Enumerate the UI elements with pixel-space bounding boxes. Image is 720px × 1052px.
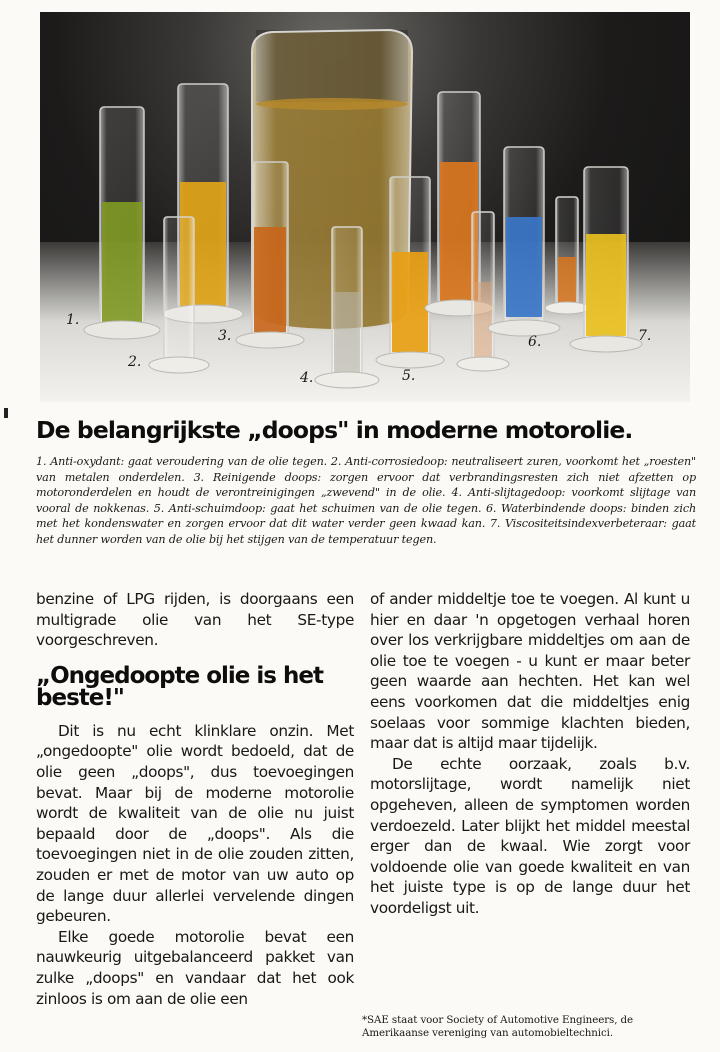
right-column — [370, 589, 690, 919]
photo-caption: 1. Anti-oxydant: gaat veroudering van de olie tegen. 2. Anti-corrosiedoop: neutraliseert zuren, voorkomt het „roesten" van metalen onderdelen. 3. Reinigende doops: zorgen ervoor dat verbrandingsresten zich niet afzetten op motoronderdelen en houdt de verontreinigingen „zwevend" in de olie. 4. Anti-slijtagedoop: voorkomt slijtage van vooral de nokkenas. 5. Anti-schuimdoop: gaat het schuimen van de olie tegen. 6. Waterbindende doops: binden zich met het kondenswater en zorgen ervoor dat dit water verder geen kwaad kan. 7. Viscositeitsindexverbeteraar: gaat het dunner worden van de olie bij het stijgen van de temperatuur tegen. — [36, 455, 696, 546]
footnote: *SAE staat voor Society of Automotive Engineers, de Amerikaanse vereniging van automobieltechnici. — [362, 1014, 634, 1039]
headline: De belangrijkste „doops" in moderne motorolie. — [36, 416, 633, 444]
cylinders-illustration — [40, 12, 690, 402]
left-paragraph-2: Dit is nu echt klinklare onzin. Met „ongedoopte" olie wordt bedoeld, dat de olie geen „doops", dus toevoegingen bevat. Maar bij de moderne motorolie wordt de kwaliteit van de olie nu juist bepaald door de „doops". Als die toevoegingen niet in de olie zouden zitten, zouden er met de motor van uw auto op de lange duur allerlei vervelende dingen gebeuren. — [36, 721, 354, 926]
margin-mark — [4, 408, 8, 418]
right-paragraph-1: of ander middeltje toe te voegen. Al kunt u hier en daar 'n opgetogen verhaal horen over los verkrijgbare middeltjes om aan de olie toe te voegen - u kunt er maar beter geen waarde aan hechten. Het kan wel eens voorkomen dat die middeltjes enig soelaas voor sommige klachten bieden, maar dat is altijd maar tijdelijk. — [370, 590, 690, 753]
left-paragraph-3: Elke goede motorolie bevat een nauwkeurig uitgebalanceerd pakket van zulke „doops" en vandaar dat het ook zinloos is om aan de olie een — [36, 927, 354, 1008]
photo-label-2: 2. — [128, 354, 142, 370]
cylinders-photo — [40, 12, 690, 402]
subheading: „Ongedoopte olie is het beste!" — [36, 662, 323, 711]
photo-label-3: 3. — [218, 328, 232, 344]
photo-label-5: 5. — [402, 368, 416, 384]
right-paragraph-2: De echte oorzaak, zoals b.v. motorslijtage, wordt namelijk niet opgeheven, alleen de symptomen worden verdoezeld. Later blijkt het middel meestal erger dan de kwaal. Wie zorgt voor voldoende olie van goede kwaliteit en van het juiste type is op de lange duur het voordeligst uit. — [370, 754, 690, 917]
photo-label-1: 1. — [66, 312, 80, 328]
left-column — [36, 589, 354, 1009]
photo-label-4: 4. — [300, 370, 314, 386]
photo-label-7: 7. — [638, 328, 652, 344]
photo-label-6: 6. — [528, 334, 542, 350]
left-paragraph-1: benzine of LPG rijden, is doorgaans een multigrade olie van het SE-type voorgeschreven. — [36, 590, 354, 650]
